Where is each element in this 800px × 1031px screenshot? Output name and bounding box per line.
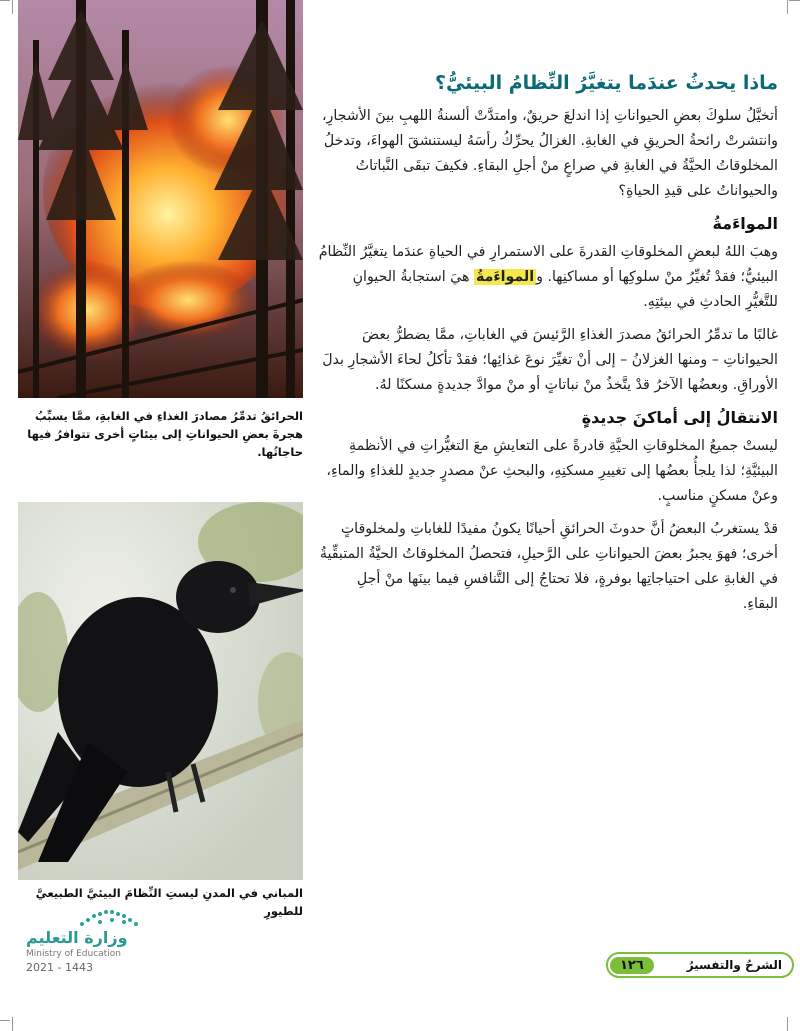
footer-section-label: الشرحُ والتفسيرُ [686, 958, 782, 972]
adaptation-paragraph-1 [318, 240, 778, 315]
adaptation-paragraph-2: غالبًا ما تدمِّرُ الحرائقُ مصدرَ الغذاءِ الرَّئيسَ في الغاباتِ، ممَّا يضطرُّ بعضَ الحيواناتِ – ومنها الغزلانُ – إلى أنْ تغيِّرَ نوعَ غذائِها؛ فقدْ تأكلُ لحاءَ الأشجارِ بدلَ الأوراقِ. وبعضُها الآخرُ قدْ يتَّخذُ منْ نباتاتٍ أو منْ موادَّ جديدةٍ مسكنًا لهُ. [322, 327, 778, 393]
fire-photo-caption: الحرائقُ تدمِّرُ مصادرَ الغذاءِ في الغابةِ، ممَّا يسبِّبُ هجرةَ بعضِ الحيواناتِ إلى بيئاتٍ أخرى تتوافرُ فيها حاجاتُها. [27, 409, 303, 459]
page-title: ماذا يحدثُ عندَما يتغيَّرُ النِّظامُ البيئيُّ؟ [434, 72, 778, 94]
page-footer [606, 952, 794, 978]
migration-paragraph-2: قدْ يستغربُ البعضُ أنَّ حدوثَ الحرائقِ أحيانًا يكونُ مفيدًا للغاباتِ ولمخلوقاتٍ أخرى؛ فهوَ يجبرُ بعضَ الحيواناتِ على الرَّحيلِ، فتحصلُ المخلوقاتُ الحيَّةُ المتبقِّيةُ في الغابةِ على احتياجاتِها بوفرةٍ، فلا تحتاجُ إلى التَّنافسِ فيما بينَها منْ أجلِ البقاءِ. [319, 521, 778, 612]
logo-english-text: Ministry of Education [26, 949, 121, 959]
crop-mark [0, 0, 10, 1]
crop-mark [787, 1017, 788, 1031]
adaptation-heading: المواءَمةُ [712, 214, 778, 233]
ministry-logo [26, 928, 166, 988]
crow-photo-caption: المباني في المدنِ ليستِ النِّظامَ البيئيَّ الطبيعيَّ للطيورِ [35, 886, 303, 918]
crop-mark [789, 0, 800, 1]
adaptation-text-after: هيَ استجابةُ الحيوانِ للتَّغيُّرِ الحادثِ في بيئتِهِ. [352, 269, 778, 310]
crop-mark [787, 0, 788, 14]
crow-illustration [18, 502, 303, 880]
main-content [318, 70, 778, 625]
crow-photo [18, 502, 303, 880]
crop-mark [12, 0, 13, 14]
adaptation-text-before: وهبَ اللهُ لبعضِ المخلوقاتِ القدرةَ على الاستمرارِ في الحياةِ عندَما يتغيَّرُ النِّظامُ البيئيُّ؛ فقدْ تُغيِّرُ منْ سلوكِها أو مساكنِها. و [318, 244, 778, 285]
crop-mark [12, 1017, 13, 1031]
migration-heading: الانتقالُ إلى أماكنَ جديدةٍ [581, 408, 778, 427]
logo-year-text: 2021 - 1443 [26, 961, 93, 974]
forest-fire-photo [18, 0, 303, 398]
page-number: ١٢٦ [610, 957, 654, 974]
logo-dots-icon [76, 906, 156, 930]
forest-fire-illustration [18, 0, 303, 398]
crop-mark [0, 1020, 10, 1021]
migration-paragraph-1: ليستْ جميعُ المخلوقاتِ الحيَّةِ قادرةً على التعايشِ معَ التغيُّراتِ في الأنظمةِ البيئيَّةِ؛ لذا يلجأُ بعضُها إلى تغييرِ مسكنِهِ، والبحثِ عنْ مصدرٍ جديدٍ للغذاءِ والماءِ، وعنْ مسكنٍ مناسبٍ. [326, 438, 778, 504]
logo-arabic-text: وزارة التعليم [26, 928, 128, 947]
adaptation-term-highlight: المواءَمةُ [476, 269, 535, 285]
intro-paragraph: أتخيَّلُ سلوكَ بعضِ الحيواناتِ إذا اندلعَ حريقٌ، وامتدَّتْ ألسنةُ اللهبِ بينَ الأشجارِ، وانتشرتْ رائحةُ الحريقِ في الغابةِ. الغزالُ يحرِّكُ رأسَهُ ليستنشقَ الهواءَ، وتدخلُ المخلوقاتُ الحيَّةُ في الغابةِ في صراعٍ منْ أجلِ البقاءِ. فكيفَ تبقَى النَّباتاتُ والحيواناتُ على قيدِ الحياةِ؟ [321, 108, 778, 199]
